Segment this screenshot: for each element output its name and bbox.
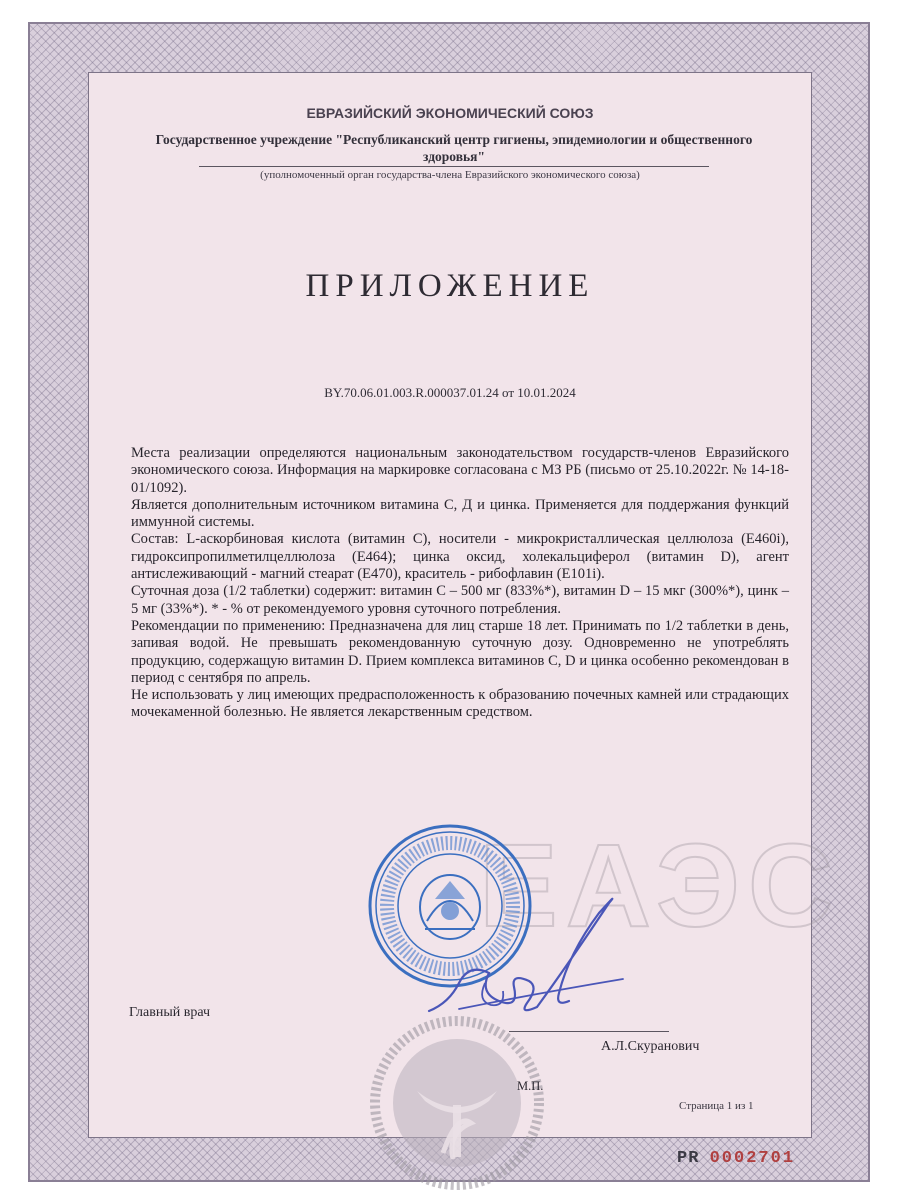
serial-number [677, 1149, 795, 1168]
union-heading: ЕВРАЗИЙСКИЙ ЭКОНОМИЧЕСКИЙ СОЮЗ [306, 105, 594, 121]
authority-underline [199, 166, 709, 167]
certificate-sheet [88, 72, 842, 1168]
stamp-place-label: М.П. [517, 1079, 544, 1093]
body-paragraph: Суточная доза (1/2 таблетки) содержит: витамин С – 500 мг (833%*), витамин D – 15 мкг (300%*), цинк – 5 мг (33%*). * - % от рекомендуемого уровня суточного потребления. [131, 583, 789, 617]
certificate-border [28, 22, 870, 1182]
document-number: BY.70.06.01.003.R.000037.01.24 от 10.01.2024 [324, 385, 576, 400]
page-counter: Страница 1 из 1 [679, 1100, 754, 1112]
eaes-watermark: ЕАЭС [479, 820, 842, 952]
authority-note: (уполномоченный орган государства-члена Евразийского экономического союза) [260, 169, 640, 181]
body-paragraph: Является дополнительным источником витамина С, Д и цинка. Применяется для поддержания функций иммунной системы. [131, 496, 789, 531]
signatory-name: А.Л.Скуранович [601, 1039, 700, 1054]
serial-prefix: PR [677, 1149, 700, 1168]
signatory-position: Главный врач [129, 1005, 211, 1020]
signature-line [509, 1031, 669, 1032]
body-paragraph: Не использовать у лиц имеющих предрасположенность к образованию почечных камней или страдающих мочекаменной болезнью. Не является лекарственным средством. [131, 687, 789, 721]
authority-name: Государственное учреждение "Республиканский центр гигиены, эпидемиологии и общественного здоровья" [155, 132, 753, 164]
document-title: ПРИЛОЖЕНИЕ [305, 268, 595, 304]
body-paragraph: Состав: L-аскорбиновая кислота (витамин С), носители - микрокристаллическая целлюлоза (Е460i), гидроксипропилметилцеллюлоза (Е464); цинка оксид, холекальциферол (витамин D), агент антислеживающий - магний стеарат (Е470), краситель - рибофлавин (Е101i). [131, 531, 789, 583]
serial-digits: 0002701 [709, 1149, 796, 1168]
document-body [131, 445, 789, 722]
body-paragraph: Места реализации определяются национальным законодательством государств-членов Евразийского экономического союза. Информация на маркировке согласована с МЗ РБ (письмо от 25.10.2022г. № 14-18-01/1092). [131, 445, 789, 496]
handwritten-signature [419, 883, 629, 1033]
body-paragraph: Рекомендации по применению: Предназначена для лиц старше 18 лет. Принимать по 1/2 таблетки в день, запивая водой. Не превышать рекомендованную суточную дозу. Одновременно не употреблять продукцию, содержащую витамин D. Прием комплекса витаминов С, D и цинка особенно рекомендован в период с сентября по апрель. [131, 617, 789, 686]
